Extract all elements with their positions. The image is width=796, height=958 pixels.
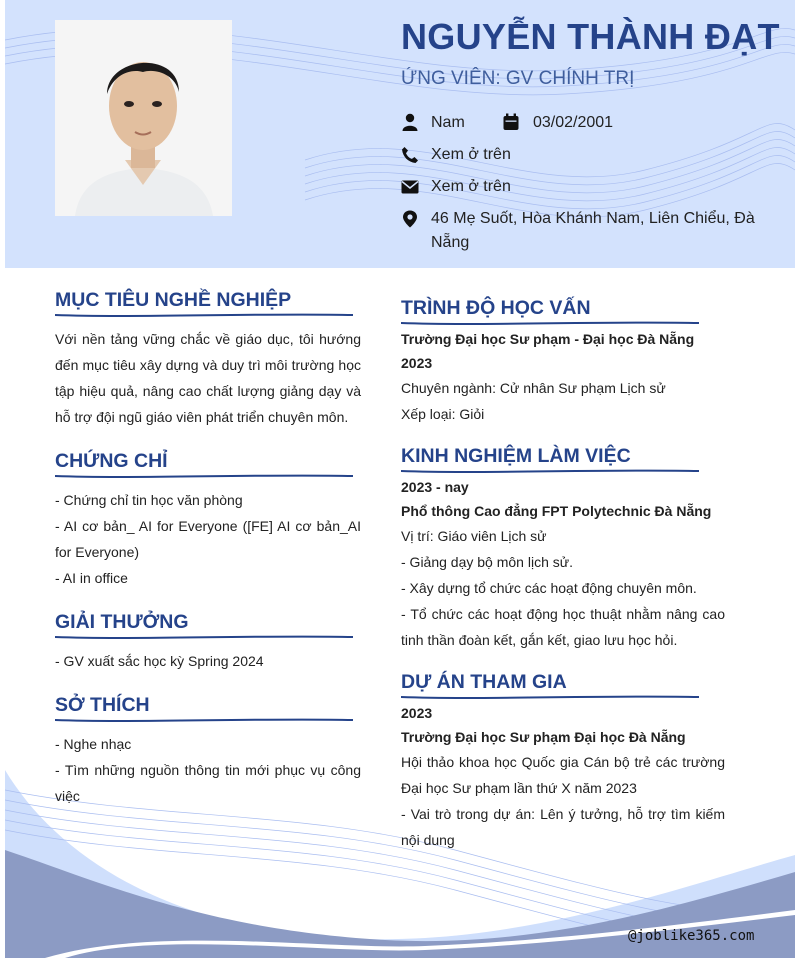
- education-school: [401, 327, 731, 375]
- birthdate-row: [503, 111, 663, 135]
- experience-period: 2023 - nay: [401, 479, 469, 495]
- address-row: [401, 207, 761, 257]
- phone-row: [401, 143, 601, 167]
- certificate-item: - Chứng chỉ tin học văn phòng: [55, 492, 243, 508]
- projects-title: DỰ ÁN THAM GIA: [401, 671, 567, 693]
- awards-list: [55, 648, 361, 674]
- award-item: - GV xuất sắc học kỳ Spring 2024: [55, 653, 264, 669]
- calendar-icon: [503, 113, 519, 131]
- education-year: 2023: [401, 355, 433, 371]
- experience-item: - Xây dựng tổ chức các hoạt động chuyên môn.: [401, 580, 697, 596]
- education-school-name: Trường Đại học Sư phạm - Đại học Đà Nẵng: [401, 331, 695, 347]
- email-icon: [401, 180, 419, 194]
- phone-value: Xem ở trên: [431, 146, 511, 163]
- project-role: - Vai trò trong dự án: Lên ý tưởng, hỗ trợ tìm kiếm nội dung: [401, 806, 725, 848]
- profile-photo: [55, 20, 232, 216]
- experience-company: Phổ thông Cao đẳng FPT Polytechnic Đà Nẵng: [401, 503, 712, 519]
- project-year: 2023: [401, 705, 433, 721]
- education-grade: Xếp loại: Giỏi: [401, 406, 485, 422]
- education-underline: [401, 320, 701, 326]
- experience-details: [401, 523, 725, 653]
- education-title: TRÌNH ĐỘ HỌC VẤN: [401, 297, 591, 319]
- location-icon: [401, 210, 419, 228]
- cv-page: [5, 0, 795, 958]
- hobby-item: - Tìm những nguồn thông tin mới phục vụ công việc: [55, 762, 361, 804]
- phone-icon: [401, 146, 419, 164]
- experience-underline: [401, 468, 701, 474]
- education-major: Chuyên ngành: Cử nhân Sư phạm Lịch sử: [401, 380, 666, 396]
- email-row: [401, 175, 601, 199]
- projects-details: [401, 749, 725, 853]
- hobbies-title: SỞ THÍCH: [55, 694, 150, 716]
- objective-title: MỤC TIÊU NGHỀ NGHIỆP: [55, 289, 292, 311]
- hobbies-list: [55, 731, 361, 809]
- projects-underline: [401, 694, 701, 700]
- certificates-title: CHỨNG CHỈ: [55, 450, 168, 472]
- address-value: 46 Mẹ Suốt, Hòa Khánh Nam, Liên Chiểu, Đà Nẵng: [431, 210, 755, 251]
- certificates-underline: [55, 473, 355, 479]
- certificates-list: [55, 487, 361, 591]
- education-details: [401, 375, 731, 427]
- project-org: Trường Đại học Sư phạm Đại học Đà Nẵng: [401, 729, 686, 745]
- experience-header: [401, 475, 731, 523]
- user-icon: [401, 113, 419, 131]
- gender-value: Nam: [431, 114, 465, 131]
- experience-item: - Giảng dạy bộ môn lịch sử.: [401, 554, 574, 570]
- projects-header: [401, 701, 731, 749]
- candidate-name: NGUYỄN THÀNH ĐẠT: [401, 16, 780, 57]
- watermark: @joblike365.com: [628, 928, 755, 944]
- email-value: Xem ở trên: [431, 178, 511, 195]
- hobby-item: - Nghe nhạc: [55, 736, 132, 752]
- awards-title: GIẢI THƯỞNG: [55, 611, 189, 633]
- experience-position: Vị trí: Giáo viên Lịch sử: [401, 528, 547, 544]
- certificate-item: - AI in office: [55, 570, 128, 586]
- objective-underline: [55, 312, 355, 318]
- birthdate-value: 03/02/2001: [533, 114, 614, 131]
- experience-title: KINH NGHIỆM LÀM VIỆC: [401, 445, 631, 467]
- awards-underline: [55, 634, 355, 640]
- hobbies-underline: [55, 717, 355, 723]
- objective-text: Với nền tảng vững chắc về giáo dục, tôi hướng đến mục tiêu xây dựng và duy trì môi trường học tập hiệu quả, nâng cao chất lượng giảng dạy và hỗ trợ đội ngũ giáo viên phát triển chuyên môn.: [55, 331, 361, 425]
- experience-item: - Tổ chức các hoạt động học thuật nhằm nâng cao tinh thần đoàn kết, gắn kết, giao lưu học hỏi.: [401, 606, 725, 648]
- certificate-item: - AI cơ bản_ AI for Everyone ([FE] AI cơ bản_AI for Everyone): [55, 518, 361, 560]
- project-description: Hội thảo khoa học Quốc gia Cán bộ trẻ các trường Đại học Sư phạm lần thứ X năm 2023: [401, 754, 725, 796]
- candidate-role: ỨNG VIÊN: GV CHÍNH TRỊ: [401, 68, 635, 89]
